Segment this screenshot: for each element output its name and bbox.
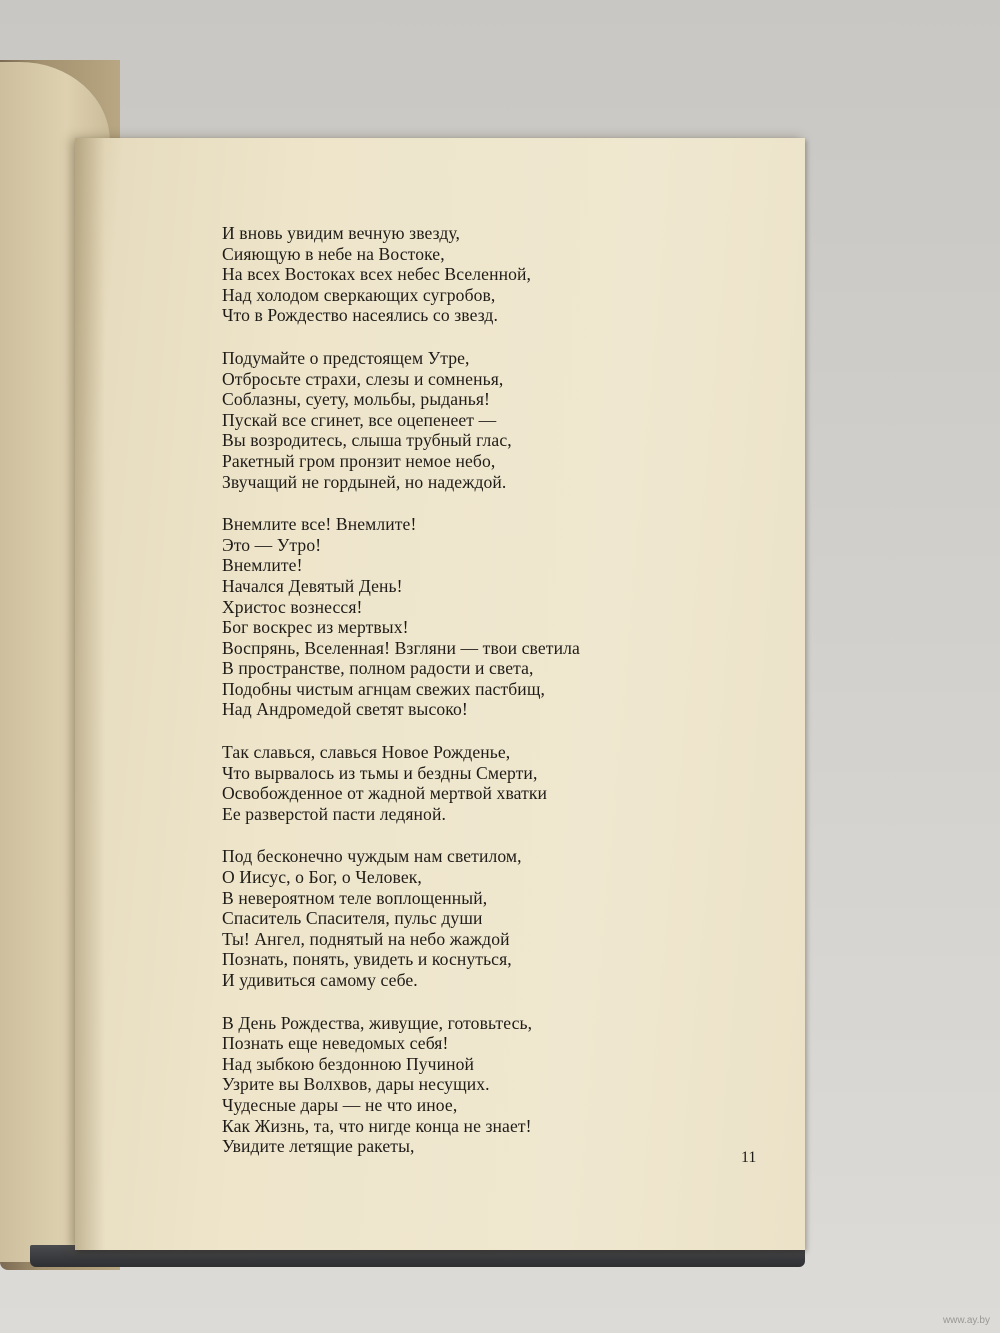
poem-line: Подобны чистым агнцам свежих пастбищ,: [222, 678, 545, 699]
poem-line: Узрите вы Волхвов, дары несущих.: [222, 1074, 490, 1095]
poem-line: Внемлите!: [222, 555, 303, 576]
poem-line: Подумайте о предстоящем Утре,: [222, 347, 470, 368]
poem-line: Увидите летящие ракеты,: [222, 1136, 415, 1157]
poem-line: Сияющую в небе на Востоке,: [222, 243, 445, 264]
poem-line: Как Жизнь, та, что нигде конца не знает!: [222, 1115, 532, 1136]
poem-line: Христос вознесся!: [222, 596, 363, 617]
poem-text: [222, 223, 762, 1179]
poem-line: В День Рождества, живущие, готовьтесь,: [222, 1012, 533, 1033]
stanza: [222, 348, 762, 492]
stanza: [222, 846, 762, 990]
poem-line: Ее разверстой пасти ледяной.: [222, 803, 446, 824]
poem-line: Спаситель Спасителя, пульс души: [222, 908, 483, 929]
poem-line: Что в Рождество насеялись со звезд.: [222, 305, 498, 326]
poem-line: В невероятном теле воплощенный,: [222, 887, 488, 908]
poem-line: Ты! Ангел, поднятый на небо жаждой: [222, 928, 510, 949]
poem-line: Воспрянь, Вселенная! Взгляни — твои светила: [222, 637, 580, 658]
poem-line: Чудесные дары — не что иное,: [222, 1094, 458, 1115]
poem-line: Пускай все сгинет, все оцепенеет —: [222, 409, 497, 430]
poem-line: Бог воскрес из мертвых!: [222, 617, 409, 638]
poem-line: Познать еще неведомых себя!: [222, 1033, 449, 1054]
poem-line: Освобожденное от жадной мертвой хватки: [222, 783, 548, 804]
poem-line: Вы возродитесь, слыша трубный глас,: [222, 430, 512, 451]
poem-line: И удивиться самому себе.: [222, 970, 418, 990]
poem-line: Звучащий не гордыней, но надеждой.: [222, 471, 507, 492]
poem-line: Под бесконечно чуждым нам светилом,: [222, 846, 522, 867]
poem-line: Что вырвалось из тьмы и бездны Смерти,: [222, 762, 538, 783]
poem-line: О Иисус, о Бог, о Человек,: [222, 867, 422, 888]
poem-line: Ракетный гром пронзит немое небо,: [222, 450, 496, 471]
poem-line: В пространстве, полном радости и света,: [222, 658, 534, 679]
poem-line: Соблазны, суету, мольбы, рыданья!: [222, 389, 490, 410]
poem-line: На всех Востоках всех небес Вселенной,: [222, 264, 532, 285]
poem-line: Так славься, славься Новое Рожденье,: [222, 742, 511, 763]
poem-line: Над Андромедой светят высоко!: [222, 699, 468, 720]
poem-line: Над зыбкою бездонною Пучиной: [222, 1053, 475, 1074]
stanza: [222, 1013, 762, 1157]
page-number: 11: [741, 1149, 757, 1166]
poem-line: Над холодом сверкающих сугробов,: [222, 284, 496, 305]
poem-line: Это — Утро!: [222, 534, 322, 555]
poem-line: Отбросьте страхи, слезы и сомненья,: [222, 368, 504, 389]
watermark: www.ay.by: [942, 1315, 990, 1326]
poem-line: Познать, понять, увидеть и коснуться,: [222, 949, 512, 970]
stanza: [222, 742, 762, 824]
poem-line: Начался Девятый День!: [222, 575, 403, 596]
stanza: [222, 223, 762, 326]
page-fold-shadow: [75, 138, 105, 1250]
poem-line: Внемлите все! Внемлите!: [222, 514, 417, 535]
stanza: [222, 514, 762, 720]
poem-line: И вновь увидим вечную звезду,: [222, 223, 461, 243]
